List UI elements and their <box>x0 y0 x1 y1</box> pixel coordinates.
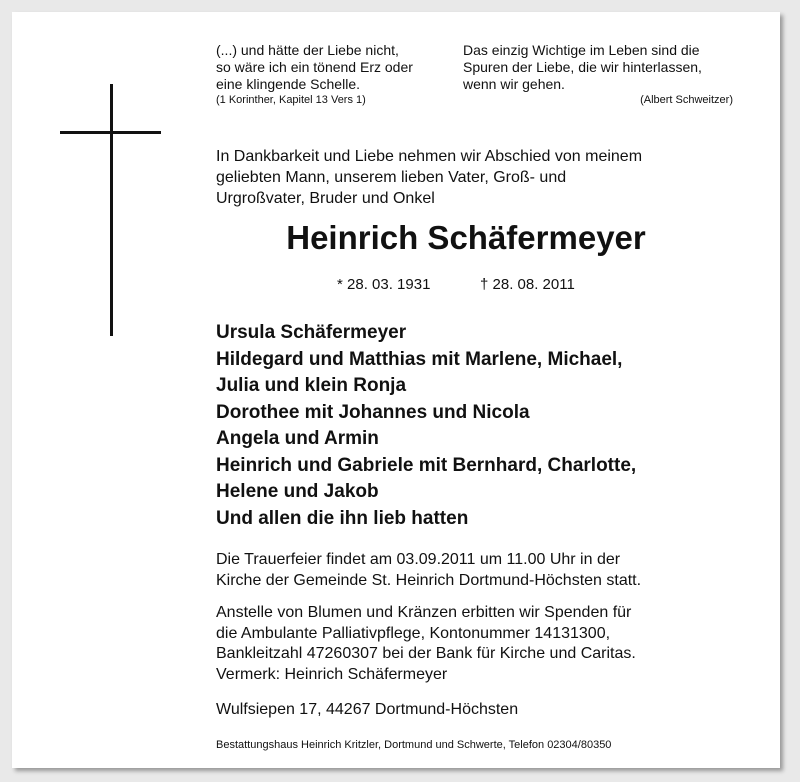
birth-date: * 28. 03. 1931 <box>337 276 431 293</box>
mourner-line: Hildegard und Matthias mit Marlene, Michael, <box>216 348 623 370</box>
funeral-home-footer: Bestattungshaus Heinrich Kritzler, Dortmund und Schwerte, Telefon 02304/80350 <box>216 739 612 751</box>
service-line: Kirche der Gemeinde St. Heinrich Dortmund-Höchsten statt. <box>216 571 642 589</box>
quote-line: wenn wir gehen. <box>463 76 565 92</box>
family-address: Wulfsiepen 17, 44267 Dortmund-Höchsten <box>216 701 519 718</box>
quote-source: (1 Korinther, Kapitel 13 Vers 1) <box>216 94 366 106</box>
quote-line: so wäre ich ein tönend Erz oder <box>216 59 413 75</box>
mourner-line: Heinrich und Gabriele mit Bernhard, Charlotte, <box>216 454 637 476</box>
mourner-line: Helene und Jakob <box>216 481 379 502</box>
mourner-line: Und allen die ihn lieb hatten <box>216 507 469 529</box>
quote-line: Das einzig Wichtige im Leben sind die <box>463 42 700 58</box>
intro-line: geliebten Mann, unserem lieben Vater, Groß- und <box>216 169 567 186</box>
quote-source: (Albert Schweitzer) <box>640 94 733 106</box>
death-date: † 28. 08. 2011 <box>480 276 575 293</box>
deceased-name: Heinrich Schäfermeyer <box>286 219 646 256</box>
service-info <box>216 550 756 591</box>
quote-line: (...) und hätte der Liebe nicht, <box>216 42 399 58</box>
mourner-line: Ursula Schäfermeyer <box>216 322 407 343</box>
donation-line: Vermerk: Heinrich Schäfermeyer <box>216 665 448 683</box>
mourner-line: Julia und klein Ronja <box>216 375 407 396</box>
mourners-list <box>216 320 756 532</box>
obituary-notice <box>12 12 780 768</box>
donation-line: Anstelle von Blumen und Kränzen erbitten wir Spenden für <box>216 604 632 621</box>
schweitzer-quote <box>463 42 733 108</box>
cross-icon <box>110 84 113 336</box>
bible-quote <box>216 42 446 108</box>
donation-info <box>216 603 756 685</box>
intro-line: Urgroßvater, Bruder und Onkel <box>216 190 435 207</box>
quote-line: Spuren der Liebe, die wir hinterlassen, <box>463 59 702 75</box>
donation-line: Bankleitzahl 47260307 bei der Bank für Kirche und Caritas. <box>216 645 636 662</box>
cross-icon-bar <box>60 131 161 134</box>
service-line: Die Trauerfeier findet am 03.09.2011 um 11.00 Uhr in der <box>216 551 621 568</box>
mourner-line: Angela und Armin <box>216 428 379 449</box>
mourner-line: Dorothee mit Johannes und Nicola <box>216 401 530 423</box>
donation-line: die Ambulante Palliativpflege, Kontonummer 14131300, <box>216 624 611 642</box>
intro-line: In Dankbarkeit und Liebe nehmen wir Abschied von meinem <box>216 148 643 165</box>
intro-text <box>216 146 736 209</box>
quote-line: eine klingende Schelle. <box>216 76 360 92</box>
